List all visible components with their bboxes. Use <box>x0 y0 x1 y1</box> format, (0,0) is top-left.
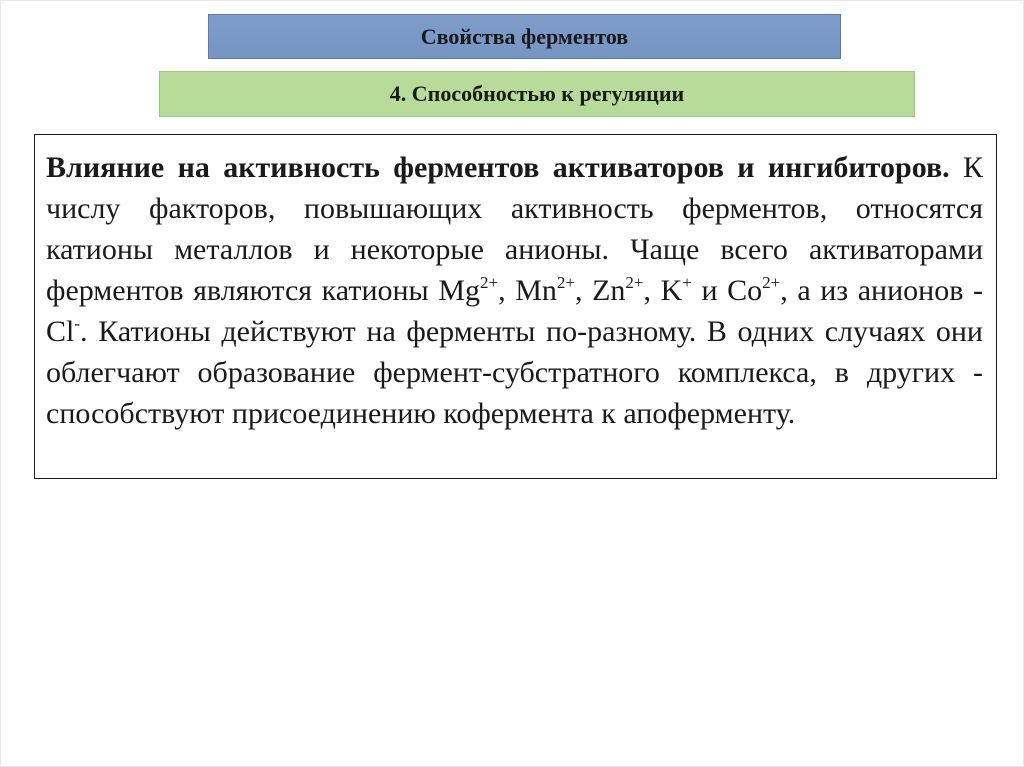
body-sup-1: 2+ <box>480 273 499 292</box>
body-bold-lead: Влияние на активность ферментов активаторов и ингибиторов. <box>46 151 950 184</box>
body-text-6: , а из анионов - Cl <box>46 274 983 348</box>
body-sup-2: 2+ <box>556 273 575 292</box>
body-sup-5: 2+ <box>762 273 781 292</box>
body-text-2: , Mn <box>498 274 557 307</box>
slide-subtitle: 4. Способностью к регуляции <box>159 71 915 117</box>
slide-title: Свойства ферментов <box>208 14 841 59</box>
body-sup-6: - <box>74 314 81 333</box>
body-text-1: К числу факторов, повышающих активность ферментов, относятся катионы металлов и некоторые анионы. Чаще всего активаторами ферментов являются катионы Mg <box>46 151 984 307</box>
body-text-7: . Катионы действуют на ферменты по-разному. В одних случаях они облегчают образование фермент-субстратного комплекса, в других - способствуют присоединению кофермента к апоферменту. <box>46 315 983 430</box>
body-text-5: и Co <box>691 274 763 307</box>
body-sup-3: 2+ <box>625 273 644 292</box>
body-text-box <box>34 134 997 479</box>
body-sup-4: + <box>682 273 692 292</box>
body-text-3: , Zn <box>574 274 626 307</box>
body-text-4: , K <box>643 274 683 307</box>
